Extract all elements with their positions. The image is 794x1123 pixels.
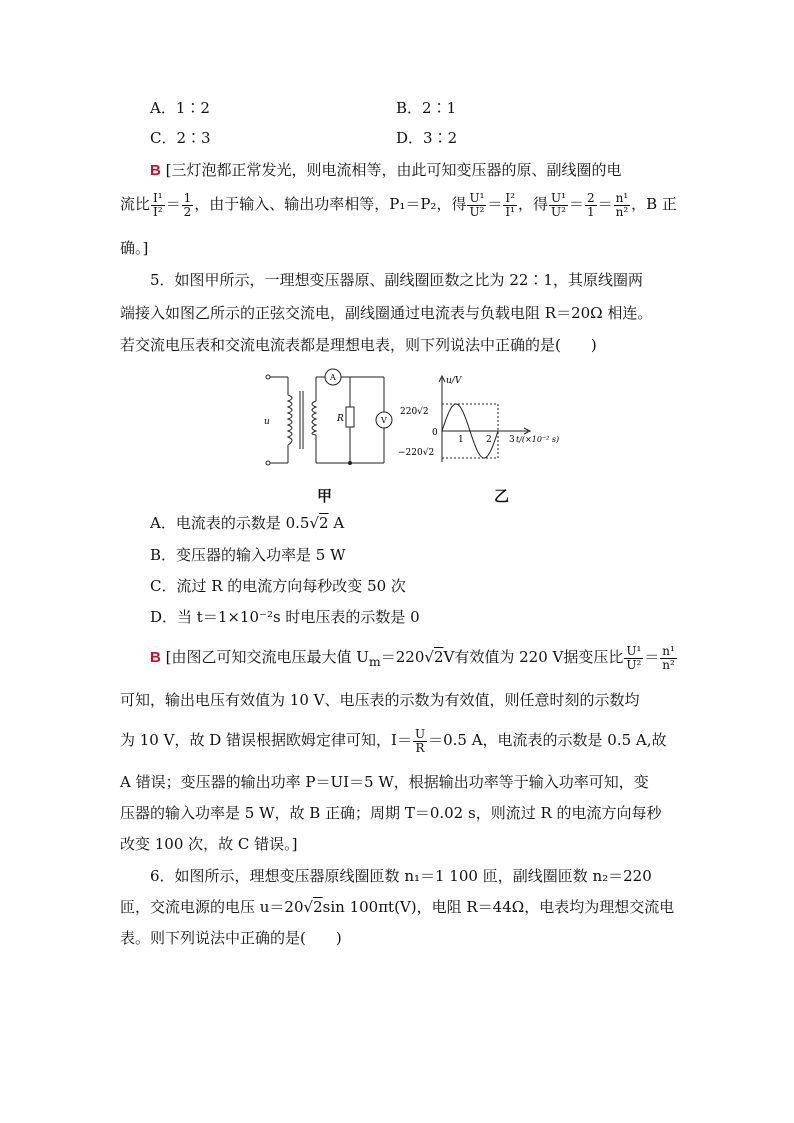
- q5-explanation-line3: [120, 725, 680, 755]
- text: 为 10 V，故 D 错误根据欧姆定律可知，I＝: [120, 731, 412, 749]
- fraction: $\frac{\text{I¹}}{\text{I²}}$: [153, 190, 163, 219]
- q6-stem-line3: 表。则下列说法中正确的是( ): [120, 929, 342, 947]
- resistor: [346, 407, 354, 427]
- q5-explanation-line5: 压器的输入功率是 5 W，故 B 正确；周期 T＝0.02 s，则流过 R 的电流方向每秒: [120, 804, 662, 822]
- figure-label-jia: 甲: [317, 487, 333, 505]
- fraction: $\frac{\text{n¹}}{\text{n²}}$: [662, 643, 675, 672]
- q5-explanation-line2: 可知，输出电压有效值为 10 V、电压表的示数为有效值，则任意时刻的示数均: [120, 691, 640, 709]
- q4-option-b: B．2∶1: [396, 99, 457, 117]
- fraction: $\frac{\text{n¹}}{\text{n²}}$: [615, 190, 629, 219]
- fraction: $\frac{\text{U¹}}{\text{U²}}$: [626, 643, 642, 672]
- q4-option-a: A．1∶2: [150, 99, 210, 117]
- x-tick-1: 1: [458, 435, 464, 445]
- fraction: $\frac{1}{2}$: [183, 190, 192, 219]
- x-tick-3: 3: [509, 435, 515, 445]
- q5-explanation-line4: A 错误；变压器的输出功率 P＝UI＝5 W，根据输出功率等于输入功率可知，变: [120, 773, 649, 791]
- text: ＝0.5 A，电流表的示数是 0.5 A,故: [428, 731, 667, 749]
- text: 流比: [120, 195, 151, 213]
- ammeter-label: A: [330, 373, 336, 382]
- q5-option-c: C．流过 R 的电流方向每秒改变 50 次: [150, 577, 406, 595]
- q4-answer: B: [150, 162, 161, 179]
- text: ，得: [517, 195, 548, 213]
- origin-label: 0: [432, 428, 438, 438]
- q4-exp-text1: [三灯泡都正常发光，则电流相等，由此可知变压器的原、副线圈的电: [165, 161, 622, 179]
- q5-option-a: A．电流表的示数是 0.5√2 A: [150, 514, 345, 532]
- radicand: 2: [313, 898, 323, 916]
- q5-stem-line1: 5．如图甲所示，一理想变压器原、副线圈匝数之比为 22∶1，其原线圈两: [150, 271, 643, 289]
- fraction: $\frac{\text{U¹}}{\text{U²}}$: [469, 190, 485, 219]
- q4-option-c: C．2∶3: [150, 129, 211, 147]
- q5-answer: B: [150, 649, 161, 666]
- text: ，由于输入、输出功率相等，P₁＝P₂，得: [194, 195, 467, 213]
- text: 匝，交流电源的电压 u＝20: [120, 898, 304, 916]
- q4-explanation-line2: 流比 $\frac{\text{I¹}}{\text{I²}}$ ＝ $\frac{1}{2}$ ，由于输入、输出功率相等，P₁＝P₂，得 $\frac{\text{U¹}}{\text{U²}}$ ＝ $\frac{\text{I²}}{\text{I¹}}$ ，得 $\frac{\text{U¹}}{\text{U²}}$ ＝ $\frac{2}{1}$ ＝ $\frac{\text{n¹}}{\text{n²}}$ ，B 正: [120, 190, 677, 219]
- fraction: $\frac{U}{R}$: [414, 726, 426, 755]
- text: A．电流表的示数是 0.5: [150, 514, 310, 532]
- text: A: [328, 514, 345, 532]
- text: ＝220: [380, 648, 425, 666]
- figure-label-yi: 乙: [494, 487, 510, 505]
- sine-wave-graph: [398, 372, 578, 472]
- text: ，B 正: [631, 195, 677, 213]
- u-label: u: [264, 417, 270, 427]
- q5-option-b: B．变压器的输入功率是 5 W: [150, 546, 346, 564]
- radicand: 2: [433, 648, 444, 666]
- q5-explanation-line1: B [由图乙可知交流电压最大值 $U_m=220√2V$有效值为 220 V据变压比 $\frac{\text{U¹}}{\text{U²}}$ ＝ $\frac{\text{n¹}}{\text{n²}}$: [150, 643, 675, 672]
- x-tick-2: 2: [486, 435, 492, 445]
- y-axis-label: u/V: [446, 376, 462, 386]
- y-min-label: −220√2: [398, 448, 435, 458]
- voltmeter-label: V: [381, 416, 387, 425]
- q6-stem-line1: 6．如图所示，理想变压器原线圈匝数 n₁＝1 100 匝，副线圈匝数 n₂＝220: [150, 867, 652, 885]
- radicand: 2: [319, 514, 329, 532]
- circuit-diagram: [258, 365, 398, 475]
- text: V有效值为 220 V据变压比: [443, 648, 624, 666]
- fraction: $\frac{\text{U¹}}{\text{U²}}$: [550, 190, 566, 219]
- x-axis-label: t/(×10⁻² s): [516, 435, 560, 444]
- q5-stem-line2: 端接入如图乙所示的正弦交流电，副线圈通过电流表与负载电阻 R＝20Ω 相连。: [120, 304, 653, 322]
- text: [由图乙可知交流电压最大值 U: [165, 648, 369, 666]
- text: sin 100πt(V)，电阻 R＝44Ω，电表均为理想交流电: [322, 898, 675, 916]
- subscript: m: [368, 654, 381, 669]
- q4-explanation-line3: 确。]: [120, 239, 149, 257]
- q4-option-d: D．3∶2: [396, 129, 458, 147]
- resistor-label: R: [337, 414, 344, 424]
- fraction: $\frac{2}{1}$: [586, 190, 595, 219]
- y-max-label: 220√2: [400, 407, 429, 417]
- q5-option-d: D．当 t＝1×10⁻²s 时电压表的示数是 0: [150, 608, 420, 626]
- q5-stem-line3: 若交流电压表和交流电流表都是理想电表，则下列说法中正确的是( ): [120, 336, 597, 354]
- q6-stem-line2: 匝，交流电源的电压 u＝20√2sin 100πt(V)，电阻 R＝44Ω，电表均为理想交流电: [120, 898, 675, 916]
- q5-explanation-line6: 改变 100 次，故 C 错误。]: [120, 835, 298, 853]
- q4-explanation-line1: [150, 160, 710, 181]
- fraction: $\frac{\text{I²}}{\text{I¹}}$: [505, 190, 515, 219]
